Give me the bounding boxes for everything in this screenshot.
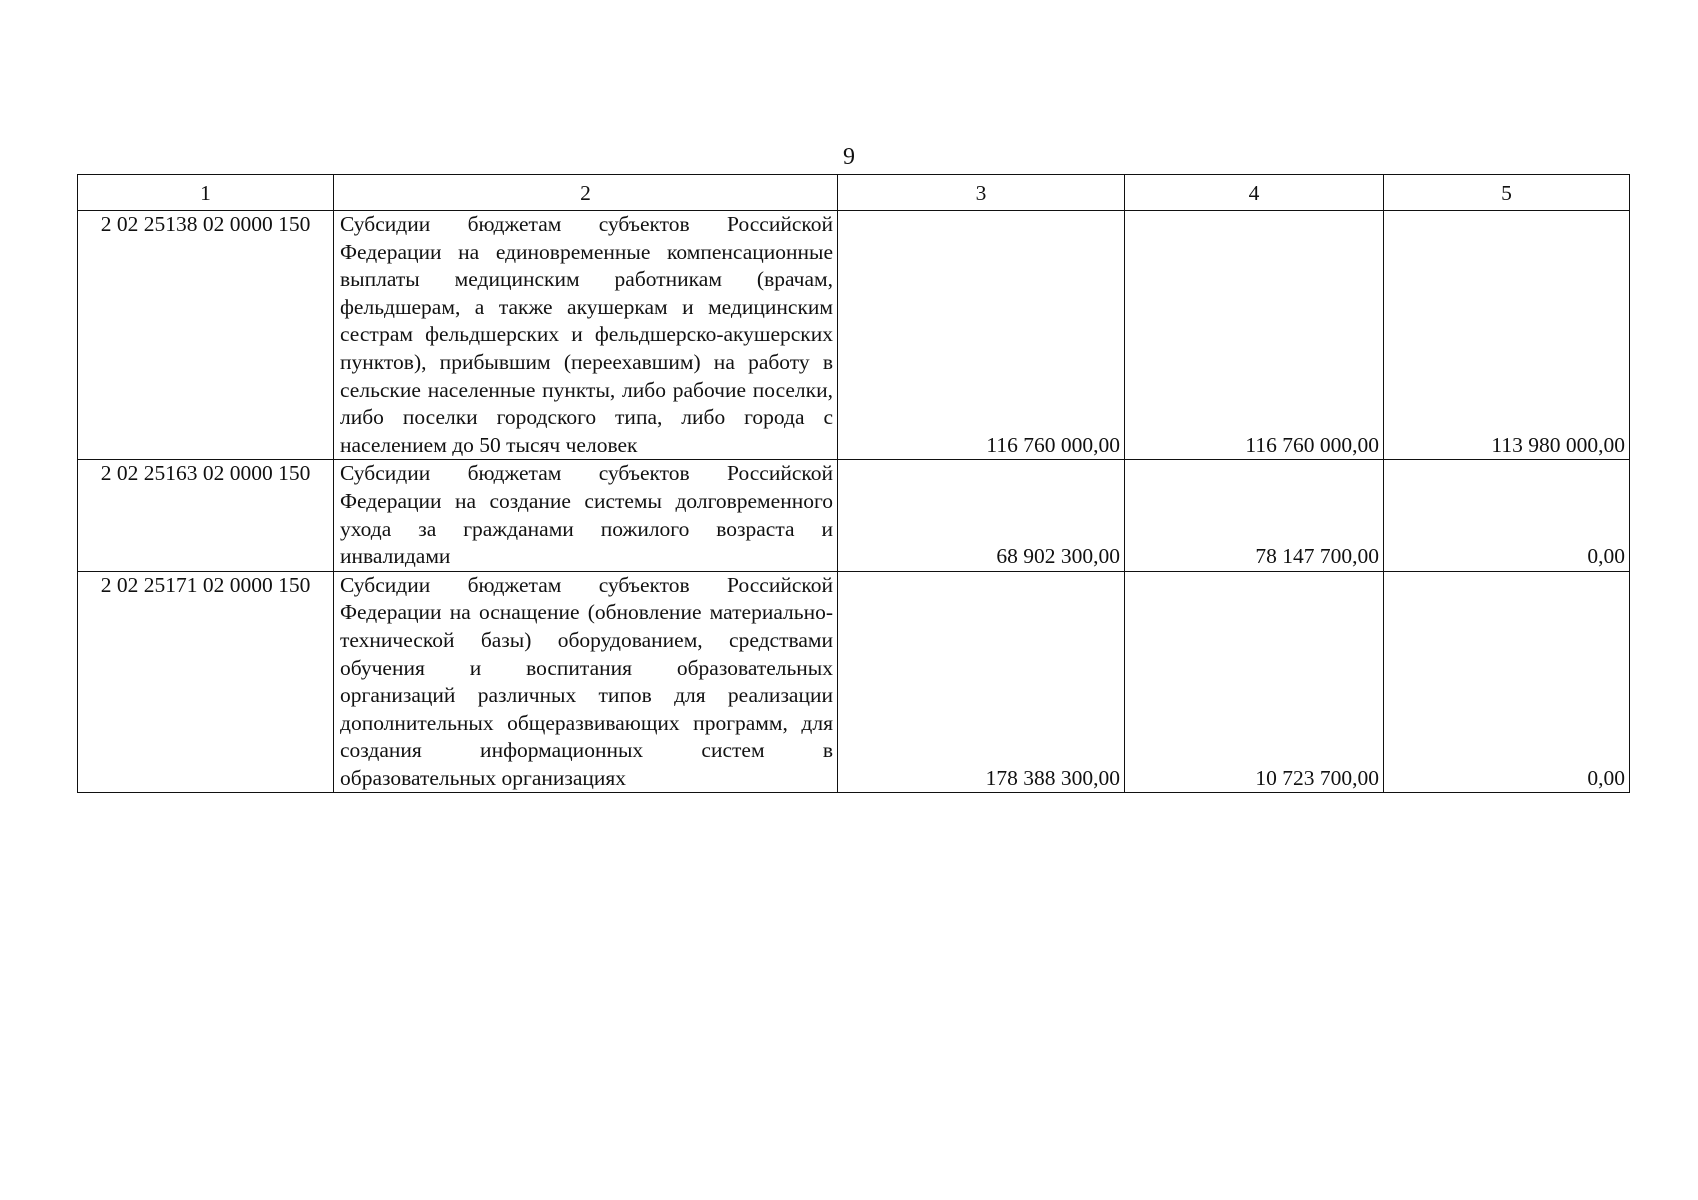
table-header <box>78 175 1630 211</box>
column-header-2: 2 <box>334 175 838 211</box>
column-header-1: 1 <box>78 175 334 211</box>
row-description: Субсидии бюджетам субъектов Российской Федерации на оснащение (обновление материально-технической базы) оборудованием, средствами обучения и воспитания образовательных организаций различных типов для реализации дополнительных общеразвивающих программ, для создания информационных систем в образовательных организациях <box>334 571 838 793</box>
row-value-col4: 78 147 700,00 <box>1125 460 1384 571</box>
page-number: 9 <box>843 144 855 170</box>
table-row <box>78 460 1630 571</box>
budget-table <box>77 174 1630 793</box>
row-value-col3: 68 902 300,00 <box>838 460 1125 571</box>
column-header-5: 5 <box>1384 175 1630 211</box>
header-row <box>78 175 1630 211</box>
row-code: 2 02 25138 02 0000 150 <box>78 211 334 460</box>
row-value-col5: 0,00 <box>1384 571 1630 793</box>
row-description: Субсидии бюджетам субъектов Российской Федерации на единовременные компенсационные выплаты медицинским работникам (врачам, фельдшерам, а также акушеркам и медицинским сестрам фельдшерских и фельдшерско-акушерских пунктов), прибывшим (переехавшим) на работу в сельские населенные пункты, либо рабочие поселки, либо поселки городского типа, либо города с населением до 50 тысяч человек <box>334 211 838 460</box>
row-code: 2 02 25163 02 0000 150 <box>78 460 334 571</box>
column-header-4: 4 <box>1125 175 1384 211</box>
table-row <box>78 571 1630 793</box>
row-value-col4: 10 723 700,00 <box>1125 571 1384 793</box>
row-value-col3: 178 388 300,00 <box>838 571 1125 793</box>
row-description: Субсидии бюджетам субъектов Российской Федерации на создание системы долговременного ухода за гражданами пожилого возраста и инвалидами <box>334 460 838 571</box>
row-value-col5: 0,00 <box>1384 460 1630 571</box>
table-row <box>78 211 1630 460</box>
column-header-3: 3 <box>838 175 1125 211</box>
row-code: 2 02 25171 02 0000 150 <box>78 571 334 793</box>
row-value-col4: 116 760 000,00 <box>1125 211 1384 460</box>
table-body <box>78 211 1630 793</box>
row-value-col5: 113 980 000,00 <box>1384 211 1630 460</box>
row-value-col3: 116 760 000,00 <box>838 211 1125 460</box>
